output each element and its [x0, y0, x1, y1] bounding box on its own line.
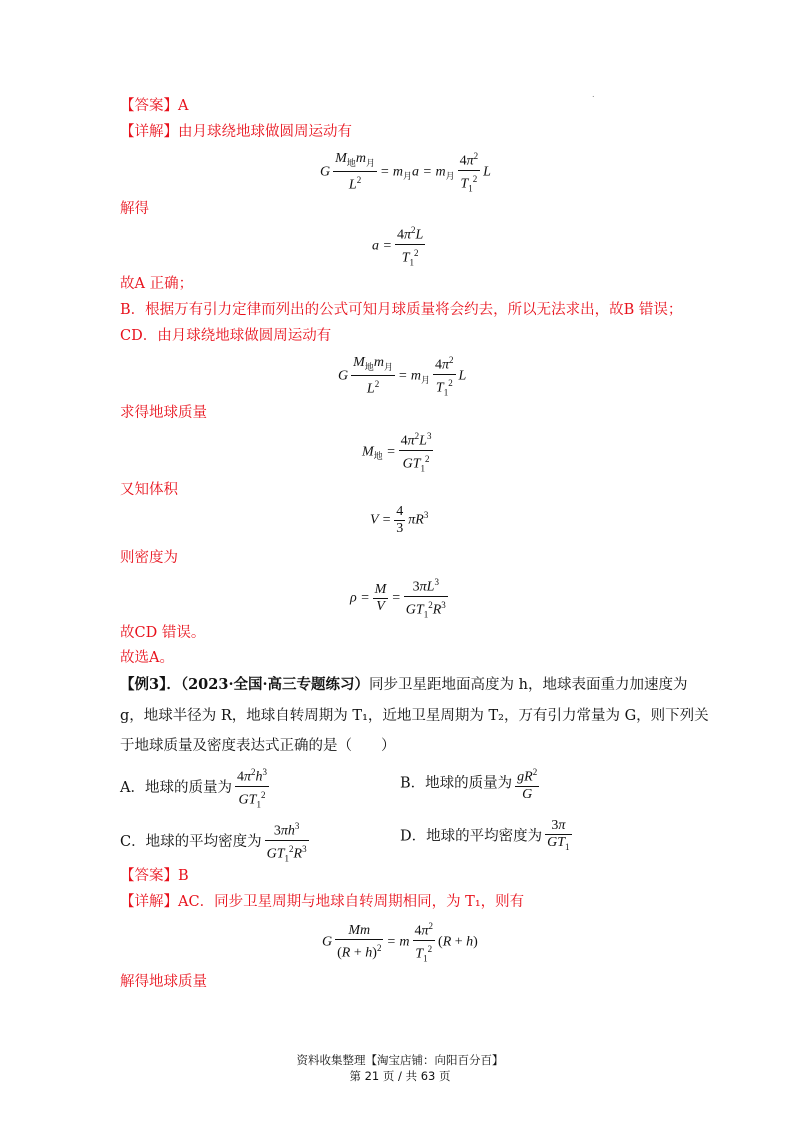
cd-wrong-line: 故CD 错误。	[120, 625, 206, 641]
option-d-label: D．地球的平均密度为	[400, 828, 543, 845]
option-a-label: A．地球的质量为	[120, 780, 232, 797]
answer-line-2: 【答案】B	[120, 868, 189, 884]
option-d-formula: $\frac{3\pi}{GT_1}$	[547, 818, 570, 852]
question-line-1: 同步卫星距地面高度为 h，地球表面重力加速度为	[369, 677, 688, 693]
corner-dot: .	[592, 90, 595, 99]
option-c[interactable]	[120, 818, 312, 866]
jiede-line: 解得	[120, 201, 149, 217]
option-c-formula: $\frac{3\pi h^3}{GT_1^2R^3}$	[265, 818, 309, 866]
option-b[interactable]	[400, 764, 542, 803]
volume-line: 又知体积	[120, 482, 178, 498]
qiu-mass-line: 求得地球质量	[120, 405, 207, 421]
equation-6: ρ = $\frac{M}{V}$ = $\frac{3\pi L^3}{GT_1^2R^3}$	[350, 574, 451, 622]
footer-source: 资料收集整理【淘宝店铺：向阳百分百】	[296, 1053, 504, 1067]
question-line-2: g，地球半径为 R，地球自转周期为 T₁，近地卫星周期为 T₂，万有引力常量为 G，则下列关	[120, 708, 709, 724]
question-label: 【例3】．	[120, 676, 181, 693]
answer-line-1: 【答案】A	[120, 98, 189, 114]
equation-5: V = $\frac{4}{3}$ $\pi R^3$	[370, 504, 429, 536]
a-correct-line: 故A 正确；	[120, 276, 194, 292]
mass-line: 解得地球质量	[120, 974, 207, 990]
cd-line: CD．由月球绕地球做圆周运动有	[120, 328, 332, 344]
option-a[interactable]	[120, 764, 272, 812]
equation-3: G $\frac{M_地m_月}{L^2}$ = $m_月$ $\frac{4\pi^2}{T_1^2}$ L	[338, 352, 466, 400]
option-b-formula: $\frac{gR^2}{G}$	[515, 764, 539, 803]
footer-page-number: 第 21 页 / 共 63 页	[349, 1069, 451, 1083]
option-a-formula: $\frac{4\pi^2h^3}{GT_1^2}$	[235, 764, 269, 812]
detail-line-1: 【详解】由月球绕地球做圆周运动有	[120, 124, 352, 140]
density-line: 则密度为	[120, 550, 178, 566]
equation-7: G $\frac{Mm}{(R + h)^2}$ = m $\frac{4\pi^2}{T_1^2}$ (R + h)	[322, 918, 478, 966]
b-line: B．根据万有引力定律而列出的公式可知月球质量将会约去，所以无法求出，故B 错误；	[120, 302, 683, 318]
question-source: （2023·全国·高三专题练习）	[180, 676, 370, 693]
detail-line-2: 【详解】AC．同步卫星周期与地球自转周期相同，为 T₁，则有	[120, 894, 525, 910]
option-d[interactable]	[400, 818, 575, 855]
equation-2: a = $\frac{4\pi^2L}{T_1^2}$	[372, 222, 428, 270]
choose-line: 故选A。	[120, 650, 174, 666]
question-header	[120, 675, 688, 695]
option-c-label: C．地球的平均密度为	[120, 834, 262, 851]
option-b-label: B．地球的质量为	[400, 775, 513, 792]
question-line-3: 于地球质量及密度表达式正确的是（ ）	[120, 738, 396, 754]
equation-1: G $\frac{M_地m_月}{L^2}$ = $m_月a = m_月$ $\frac{4\pi^2}{T_1^2}$ L	[320, 148, 491, 196]
equation-4: $M_地$ = $\frac{4\pi^2L^3}{GT_1^2}$	[362, 428, 436, 476]
